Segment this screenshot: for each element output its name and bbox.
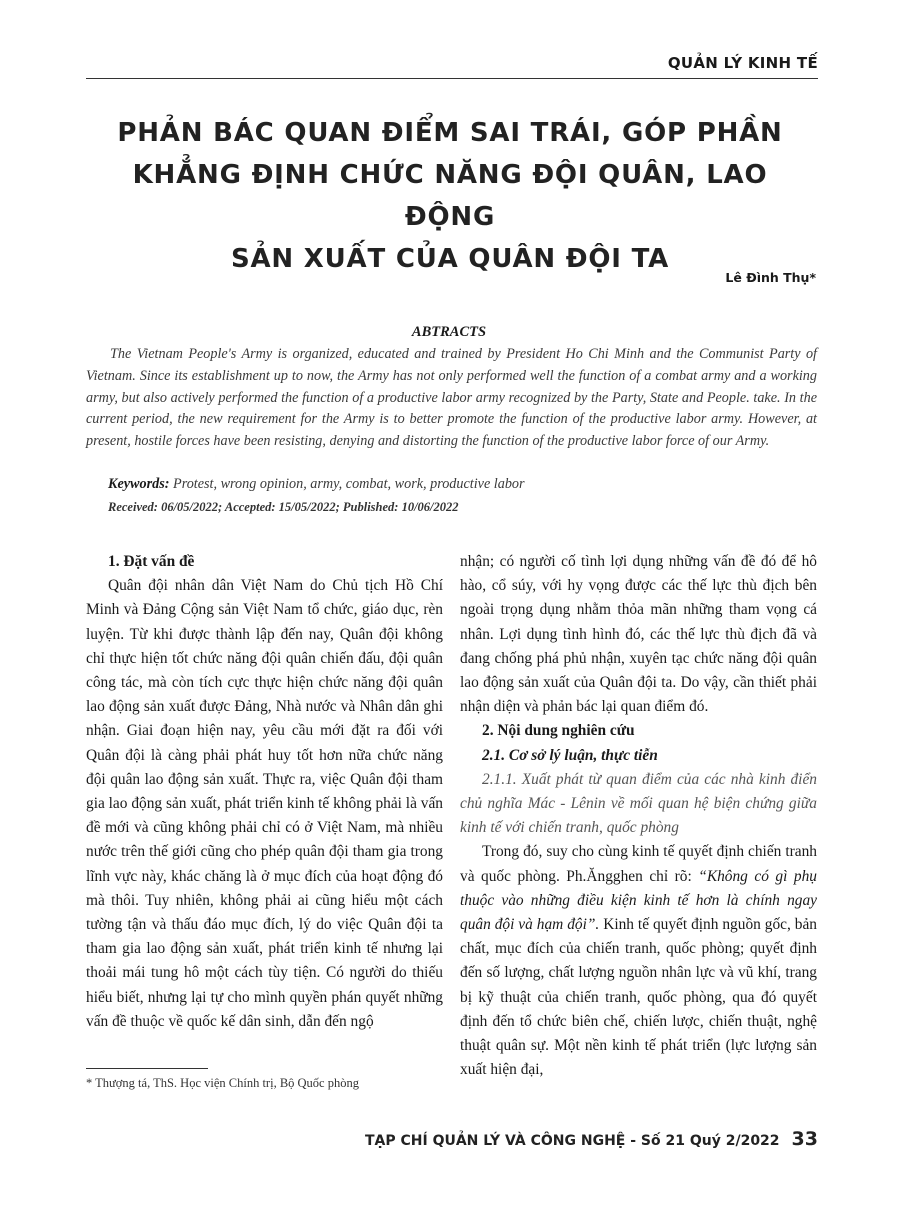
keywords	[108, 476, 525, 493]
journal-name: TẠP CHÍ QUẢN LÝ VÀ CÔNG NGHỆ - Số 21 Quý 2/2022	[364, 1133, 780, 1149]
article-title	[100, 112, 800, 280]
title-line: KHẲNG ĐỊNH CHỨC NĂNG ĐỘI QUÂN, LAO ĐỘNG	[132, 160, 768, 232]
abstract-title: ABTRACTS	[411, 324, 487, 340]
intro-paragraph: Quân đội nhân dân Việt Nam do Chủ tịch Hồ Chí Minh và Đảng Cộng sản Việt Nam tổ chức, giáo dục, rèn luyện. Từ khi được thành lập đến nay, Quân đội không chỉ thực hiện tốt chức năng đội quân chiến đấu, đội quân công tác, mà còn tích cực thực hiện chức năng đội quân lao động sản xuất được Đảng, Nhà nước và Nhân dân ghi nhận. Giai đoạn hiện nay, yêu cầu mới đặt ra đối với Quân đội là càng phải phát huy tốt hơn nữa chức năng đội quân lao động sản xuất. Thực ra, việc Quân đội tham gia lao động sản xuất, phát triển kinh tế không phải là vấn đề mới và cũng không phải chỉ có ở Việt Nam, mà nhiều nước trên thế giới cũng cho phép quân đội tham gia trong lĩnh vực này, khác chăng là ở mục đích của hoạt động đó mà thôi. Tuy nhiên, không phải ai cũng hiểu một cách tường tận và thấu đáo mục đích, lý do việc Quân đội ta tham gia lao động sản xuất, phát triển kinh tế nhưng lại thoải mái tung hô một cách tùy tiện. Có người do thiếu hiểu biết, nhưng lại tự cho mình quyền phán quyết những vấn đề thuộc về quốc kế dân sinh, dẫn đến ngộ	[86, 577, 443, 1030]
page-footer	[365, 1128, 818, 1150]
left-column	[86, 550, 443, 1034]
keywords-label: Keywords:	[108, 476, 170, 492]
section-heading-1: 1. Đặt vấn đề	[108, 553, 195, 570]
title-line: PHẢN BÁC QUAN ĐIỂM SAI TRÁI, GÓP PHẦN	[117, 118, 783, 148]
footnote-rule	[86, 1068, 208, 1069]
body-paragraph	[460, 840, 817, 1082]
section-heading-2-1-1: 2.1.1. Xuất phát từ quan điểm của các nhà kinh điển chủ nghĩa Mác - Lênin về mối quan hệ biện chứng giữa kinh tế với chiến tranh, quốc phòng	[460, 770, 817, 837]
section-heading-2: 2. Nội dung nghiên cứu	[482, 722, 635, 740]
engels-quote: “Không có gì phụ thuộc vào những điều kiện kinh tế hơn là chính ngay quân đội và hạm đội”.	[460, 867, 817, 934]
keywords-text: Protest, wrong opinion, army, combat, work, productive labor	[173, 476, 525, 492]
title-line: SẢN XUẤT CỦA QUÂN ĐỘI TA	[230, 244, 670, 274]
author-name: Lê Đình Thụ*	[725, 270, 816, 285]
paragraph-end: Kinh tế quyết định nguồn gốc, bản chất, mục đích của chiến tranh, quốc phòng; quyết định đến số lượng, chất lượng nguồn nhân lực và vũ khí, trang bị kỹ thuật của chiến tranh, quốc phòng, qua đó quyết định đến tổ chức biên chế, chiến lược, chiến thuật, nghệ thuật quân sự. Một nền kinh tế phát triển (lực lượng sản xuất hiện đại,	[460, 916, 817, 1079]
section-label: QUẢN LÝ KINH TẾ	[667, 54, 818, 72]
continued-paragraph: nhận; có người cố tình lợi dụng những vấn đề đó để hô hào, cổ súy, với hy vọng được các thế lực thù địch bên ngoài trọng dụng nhằm thỏa mãn những tham vọng cá nhân. Lợi dụng tình hình đó, các thế lực thù địch đã và đang chống phá phủ nhận, xuyên tạc chức năng đội quân lao động sản xuất của Quân đội ta. Do vậy, cần thiết phải nhận diện và phản bác lại quan điểm đó.	[460, 553, 817, 716]
right-column	[460, 550, 817, 1082]
abstract-text: The Vietnam People's Army is organized, educated and trained by President Ho Chi Minh and the Communist Party of Vietnam. Since its establishment up to now, the Army has not only performed well the function of a combat army and a working army, but also actively performed the function of a productive labor army recognized by the Party, State and People. take. In the current period, the new requirement for the Army is to better promote the function of the productive labor army. However, at present, hostile forces have been resisting, denying and distorting the function of the productive labor force of our Army.	[86, 346, 817, 450]
section-heading-2-1: 2.1. Cơ sở lý luận, thực tiễn	[482, 746, 658, 764]
header-rule	[86, 78, 818, 79]
paragraph-intro: Trong đó, suy cho cùng kinh tế quyết định chiến tranh và quốc phòng. Ph.Ăngghen chỉ rõ:	[460, 843, 817, 885]
received-dates: Received: 06/05/2022; Accepted: 15/05/2022; Published: 10/06/2022	[108, 500, 459, 514]
footnote: * Thượng tá, ThS. Học viện Chính trị, Bộ Quốc phòng	[86, 1076, 359, 1090]
page-number: 33	[791, 1128, 818, 1150]
